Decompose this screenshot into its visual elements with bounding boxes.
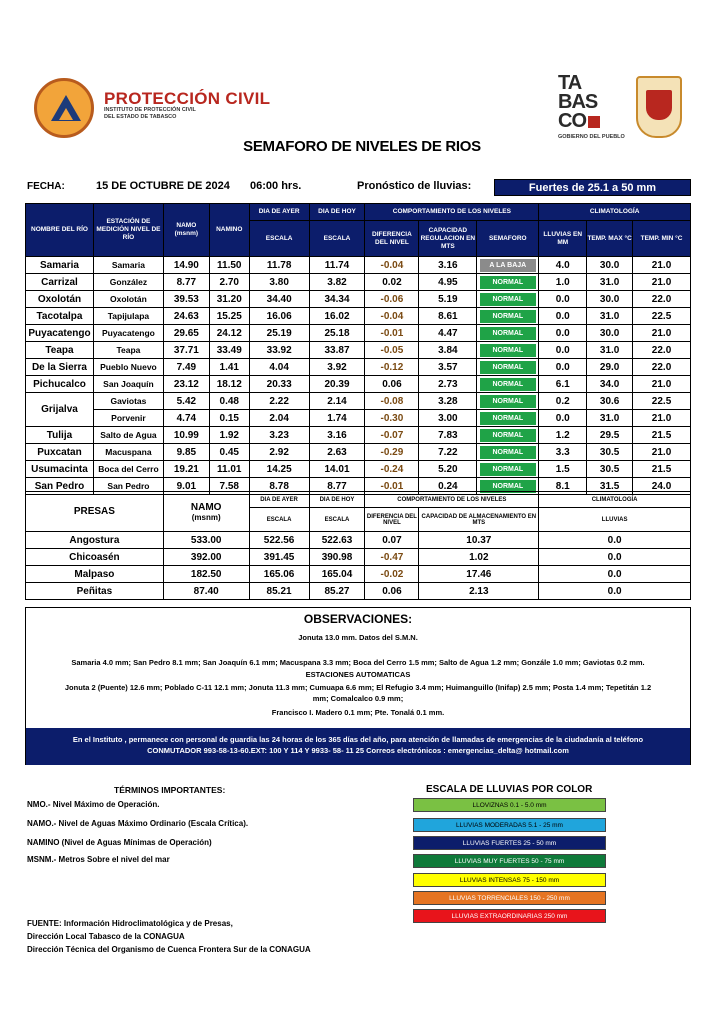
observaciones-line: ESTACIONES AUTOMATICAS — [305, 670, 411, 679]
cell-llu: 0.0 — [539, 308, 587, 325]
cell-hoy: 522.63 — [309, 532, 365, 549]
cell-estacion: Puyacatengo — [93, 325, 163, 342]
cell-tmax: 34.0 — [587, 376, 633, 393]
cell-tmax: 30.0 — [587, 291, 633, 308]
cell-namo: 10.99 — [163, 427, 209, 444]
cell-hoy: 390.98 — [309, 549, 365, 566]
cell-ayer: 3.23 — [249, 427, 309, 444]
cell-sem — [477, 444, 539, 461]
cell-ayer: 2.92 — [249, 444, 309, 461]
fecha-date: 15 DE OCTUBRE DE 2024 — [96, 180, 230, 192]
cell-cap: 4.47 — [419, 325, 477, 342]
cell-namo: 37.71 — [163, 342, 209, 359]
cell-name: Angostura — [26, 532, 164, 549]
cell-estacion: Gaviotas — [93, 393, 163, 410]
cell-cap: 1.02 — [419, 549, 539, 566]
escala-item: LLUVIAS MODERADAS 5.1 - 25 mm — [413, 818, 606, 832]
cell-namino: 0.48 — [209, 393, 249, 410]
cell-tmax: 30.5 — [587, 444, 633, 461]
cell-rio: Puyacatengo — [26, 325, 94, 342]
cell-namo: 5.42 — [163, 393, 209, 410]
cell-rio: Tacotalpa — [26, 308, 94, 325]
cell-estacion: Tapijulapa — [93, 308, 163, 325]
cell-dif: -0.04 — [365, 257, 419, 274]
cell-tmax: 31.0 — [587, 410, 633, 427]
org-title: PROTECCIÓN CIVIL — [104, 89, 271, 108]
escala-item: LLOVIZNAS 0.1 - 5.0 mm — [413, 798, 606, 812]
cell-namo: 24.63 — [163, 308, 209, 325]
semaforo-badge: NORMAL — [480, 395, 536, 408]
cell-ayer: 34.40 — [249, 291, 309, 308]
cell-dif: -0.01 — [365, 478, 419, 495]
cell-cap: 5.19 — [419, 291, 477, 308]
cell-namo: 533.00 — [163, 532, 249, 549]
cell-tmin: 22.0 — [633, 342, 691, 359]
cell-hoy: 3.82 — [309, 274, 365, 291]
cell-namo: 7.49 — [163, 359, 209, 376]
semaforo-badge: NORMAL — [480, 276, 536, 289]
cell-sem — [477, 393, 539, 410]
cell-tmin: 21.0 — [633, 274, 691, 291]
cell-hoy: 3.92 — [309, 359, 365, 376]
cell-hoy: 16.02 — [309, 308, 365, 325]
cell-estacion: Oxolotán — [93, 291, 163, 308]
table-row — [26, 291, 691, 308]
cell-rio: Samaria — [26, 257, 94, 274]
cell-name: Peñitas — [26, 583, 164, 600]
cell-namino: 18.12 — [209, 376, 249, 393]
cell-sem — [477, 461, 539, 478]
cell-hoy: 3.16 — [309, 427, 365, 444]
cell-sem — [477, 257, 539, 274]
cell-rio: De la Sierra — [26, 359, 94, 376]
observaciones-line: Jonuta 13.0 mm. Datos del S.M.N. — [298, 633, 418, 642]
header-namino: NAMINO — [209, 204, 249, 257]
cell-cap: 3.28 — [419, 393, 477, 410]
cell-llu: 0.0 — [539, 549, 691, 566]
cell-rio: San Pedro — [26, 478, 94, 495]
cell-sem — [477, 376, 539, 393]
cell-name: Malpaso — [26, 566, 164, 583]
org-subtitle: INSTITUTO DE PROTECCIÓN CIVIL DEL ESTADO DE TABASCO — [104, 107, 196, 120]
cell-dif: -0.24 — [365, 461, 419, 478]
presas-table — [25, 491, 691, 600]
termino-item: NAMINO (Nivel de Aguas Mínimas de Operación) — [27, 838, 212, 847]
cell-tmax: 31.5 — [587, 478, 633, 495]
cell-tmin: 21.0 — [633, 257, 691, 274]
cell-dif: -0.06 — [365, 291, 419, 308]
header-diferencia: DIFERENCIA DEL NIVEL — [365, 221, 419, 257]
cell-llu: 0.0 — [539, 566, 691, 583]
escala-item: LLUVIAS INTENSAS 75 - 150 mm — [413, 873, 606, 887]
cell-llu: 0.0 — [539, 359, 587, 376]
presas-lluvias-header: LLUVIAS — [539, 508, 691, 532]
cell-ayer: 522.56 — [249, 532, 309, 549]
escala-item: LLUVIAS EXTRAORDINARIAS 250 mm — [413, 909, 606, 923]
table-row — [26, 410, 691, 427]
semaforo-badge: NORMAL — [480, 293, 536, 306]
cell-dif: 0.07 — [365, 532, 419, 549]
cell-cap: 3.57 — [419, 359, 477, 376]
cell-ayer: 25.19 — [249, 325, 309, 342]
header-namo: NAMO (msnm) — [163, 204, 209, 257]
coat-of-arms-icon — [636, 76, 682, 138]
cell-dif: -0.01 — [365, 325, 419, 342]
termino-item: MSNM.- Metros Sobre el nivel del mar — [27, 855, 170, 864]
semaforo-badge: NORMAL — [480, 463, 536, 476]
cell-namo: 4.74 — [163, 410, 209, 427]
proteccion-civil-seal-icon — [34, 78, 94, 138]
cell-cap: 4.95 — [419, 274, 477, 291]
cell-tmax: 30.5 — [587, 461, 633, 478]
table-row — [26, 342, 691, 359]
cell-tmax: 31.0 — [587, 274, 633, 291]
table-row — [26, 257, 691, 274]
presas-header: PRESAS — [26, 492, 164, 532]
cell-namino: 33.49 — [209, 342, 249, 359]
header-comportamiento: COMPORTAMIENTO DE LOS NIVELES — [365, 204, 539, 221]
cell-sem — [477, 274, 539, 291]
cell-tmin: 24.0 — [633, 478, 691, 495]
escala-item: LLUVIAS FUERTES 25 - 50 mm — [413, 836, 606, 850]
cell-hoy: 20.39 — [309, 376, 365, 393]
cell-ayer: 14.25 — [249, 461, 309, 478]
cell-tmin: 21.0 — [633, 410, 691, 427]
table-row — [26, 376, 691, 393]
table-row — [26, 583, 691, 600]
cell-ayer: 11.78 — [249, 257, 309, 274]
header-escala-hoy: ESCALA — [309, 221, 365, 257]
header-tmin: TEMP. MIN °C — [633, 221, 691, 257]
header-hoy: DIA DE HOY — [309, 204, 365, 221]
cell-llu: 0.0 — [539, 532, 691, 549]
cell-namino: 24.12 — [209, 325, 249, 342]
observaciones-line: Samaria 4.0 mm; San Pedro 8.1 mm; San Joaquín 6.1 mm; Macuspana 3.3 mm; Boca del Cerro 1.5 mm; Salto de Agua 1.2 mm; Gonzále 1.0 mm; Gaviotas 0.2 mm. — [71, 658, 645, 667]
cell-ayer: 16.06 — [249, 308, 309, 325]
cell-namo: 8.77 — [163, 274, 209, 291]
semaforo-badge: NORMAL — [480, 480, 536, 493]
cell-ayer: 85.21 — [249, 583, 309, 600]
cell-llu: 6.1 — [539, 376, 587, 393]
semaforo-badge: NORMAL — [480, 446, 536, 459]
cell-namo: 39.53 — [163, 291, 209, 308]
cell-namo: 182.50 — [163, 566, 249, 583]
cell-ayer: 33.92 — [249, 342, 309, 359]
cell-tmax: 29.0 — [587, 359, 633, 376]
table-row — [26, 549, 691, 566]
cell-namino: 0.15 — [209, 410, 249, 427]
cell-dif: -0.12 — [365, 359, 419, 376]
cell-namo: 392.00 — [163, 549, 249, 566]
cell-hoy: 2.63 — [309, 444, 365, 461]
cell-llu: 1.0 — [539, 274, 587, 291]
cell-hoy: 8.77 — [309, 478, 365, 495]
cell-namo: 9.85 — [163, 444, 209, 461]
cell-dif: -0.08 — [365, 393, 419, 410]
cell-tmax: 30.0 — [587, 325, 633, 342]
cell-cap: 3.00 — [419, 410, 477, 427]
cell-llu: 1.5 — [539, 461, 587, 478]
cell-sem — [477, 308, 539, 325]
header-estacion: ESTACIÓN DE MEDICIÓN NIVEL DE RÍO — [93, 204, 163, 257]
header-semaforo: SEMAFORO — [477, 221, 539, 257]
cell-ayer: 2.04 — [249, 410, 309, 427]
cell-tmax: 31.0 — [587, 308, 633, 325]
fuente-line: Dirección Técnica del Organismo de Cuenca Frontera Sur de la CONAGUA — [27, 945, 311, 954]
cell-namino: 1.92 — [209, 427, 249, 444]
cell-hoy: 25.18 — [309, 325, 365, 342]
cell-cap: 3.16 — [419, 257, 477, 274]
presas-ayer-header: DIA DE AYER — [249, 492, 309, 508]
cell-namino: 1.41 — [209, 359, 249, 376]
semaforo-badge: NORMAL — [480, 361, 536, 374]
cell-hoy: 11.74 — [309, 257, 365, 274]
cell-sem — [477, 342, 539, 359]
cell-dif: 0.06 — [365, 583, 419, 600]
cell-cap: 10.37 — [419, 532, 539, 549]
cell-rio: Usumacinta — [26, 461, 94, 478]
cell-tmin: 22.5 — [633, 308, 691, 325]
cell-estacion: San Pedro — [93, 478, 163, 495]
observaciones-panel — [25, 607, 691, 765]
table-row — [26, 444, 691, 461]
cell-llu: 0.0 — [539, 410, 587, 427]
semaforo-badge: NORMAL — [480, 378, 536, 391]
cell-cap: 0.24 — [419, 478, 477, 495]
cell-rio: Tulija — [26, 427, 94, 444]
cell-llu: 0.0 — [539, 291, 587, 308]
fecha-label: FECHA: — [27, 181, 65, 192]
cell-dif: -0.05 — [365, 342, 419, 359]
header-lluvias: LLUVIAS EN MM — [539, 221, 587, 257]
presas-escala-hoy-header: ESCALA — [309, 508, 365, 532]
cell-estacion: Samaria — [93, 257, 163, 274]
cell-tmin: 22.0 — [633, 359, 691, 376]
cell-name: Chicoasén — [26, 549, 164, 566]
cell-ayer: 20.33 — [249, 376, 309, 393]
cell-cap: 2.73 — [419, 376, 477, 393]
cell-dif: -0.02 — [365, 566, 419, 583]
cell-rio: Puxcatan — [26, 444, 94, 461]
terminos-title: TÉRMINOS IMPORTANTES: — [114, 785, 226, 795]
cell-estacion: Salto de Agua — [93, 427, 163, 444]
cell-estacion: Porvenir — [93, 410, 163, 427]
cell-llu: 1.2 — [539, 427, 587, 444]
header-ayer: DIA DE AYER — [249, 204, 309, 221]
table-row — [26, 274, 691, 291]
fecha-time: 06:00 hrs. — [250, 180, 302, 192]
cell-cap: 17.46 — [419, 566, 539, 583]
cell-dif: 0.02 — [365, 274, 419, 291]
table-row — [26, 427, 691, 444]
cell-namo: 29.65 — [163, 325, 209, 342]
cell-estacion: San Joaquín — [93, 376, 163, 393]
cell-ayer: 165.06 — [249, 566, 309, 583]
header-climatologia: CLIMATOLOGÍA — [539, 204, 691, 221]
cell-ayer: 4.04 — [249, 359, 309, 376]
pronostico-label: Pronóstico de lluvias: — [357, 180, 472, 192]
presas-escala-ayer-header: ESCALA — [249, 508, 309, 532]
cell-ayer: 2.22 — [249, 393, 309, 410]
cell-llu: 3.3 — [539, 444, 587, 461]
contact-info-box: En el Instituto , permanece con personal de guardia las 24 horas de los 365 días del año, para atención de llamadas de emergencias de la ciudadanía al teléfono CONMUTADOR 993-58-13-60.EXT: 100 Y 114 Y 9933- 58- 11 25 Correos electrónicos : emergencias_delta@ hotmail.com — [26, 728, 690, 765]
cell-namino: 15.25 — [209, 308, 249, 325]
table-row — [26, 566, 691, 583]
cell-hoy: 165.04 — [309, 566, 365, 583]
cell-rio: Teapa — [26, 342, 94, 359]
cell-tmax: 30.0 — [587, 257, 633, 274]
escala-title: ESCALA DE LLUVIAS POR COLOR — [426, 784, 593, 795]
cell-hoy: 33.87 — [309, 342, 365, 359]
cell-rio: Grijalva — [26, 393, 94, 427]
cell-cap: 8.61 — [419, 308, 477, 325]
termino-item: NMO.- Nivel Máximo de Operación. — [27, 800, 160, 809]
semaforo-badge: NORMAL — [480, 327, 536, 340]
cell-namo: 14.90 — [163, 257, 209, 274]
cell-dif: -0.29 — [365, 444, 419, 461]
cell-namino: 2.70 — [209, 274, 249, 291]
cell-namino: 7.58 — [209, 478, 249, 495]
cell-tmax: 31.0 — [587, 342, 633, 359]
header-escala-ayer: ESCALA — [249, 221, 309, 257]
cell-namino: 31.20 — [209, 291, 249, 308]
pronostico-value: Fuertes de 25.1 a 50 mm — [494, 179, 691, 196]
cell-estacion: Boca del Cerro — [93, 461, 163, 478]
cell-dif: -0.07 — [365, 427, 419, 444]
header-rio: NOMBRE DEL RÍO — [26, 204, 94, 257]
cell-estacion: Teapa — [93, 342, 163, 359]
cell-hoy: 14.01 — [309, 461, 365, 478]
tabasco-logo: TA BAS CO GOBIERNO DEL PUEBLO — [558, 72, 625, 140]
cell-llu: 0.0 — [539, 583, 691, 600]
escala-item: LLUVIAS TORRENCIALES 150 - 250 mm — [413, 891, 606, 905]
semaforo-badge: NORMAL — [480, 412, 536, 425]
cell-namino: 0.45 — [209, 444, 249, 461]
cell-tmin: 22.5 — [633, 393, 691, 410]
cell-namo: 87.40 — [163, 583, 249, 600]
cell-llu: 0.0 — [539, 342, 587, 359]
cell-tmin: 21.0 — [633, 325, 691, 342]
cell-hoy: 85.27 — [309, 583, 365, 600]
table-row — [26, 393, 691, 410]
semaforo-badge: NORMAL — [480, 344, 536, 357]
presas-comportamiento-header: COMPORTAMIENTO DE LOS NIVELES — [365, 492, 539, 508]
cell-sem — [477, 410, 539, 427]
cell-hoy: 1.74 — [309, 410, 365, 427]
cell-llu: 4.0 — [539, 257, 587, 274]
header-capacidad: CAPACIDAD REGULACION EN MTS — [419, 221, 477, 257]
cell-rio: Oxolotán — [26, 291, 94, 308]
cell-hoy: 34.34 — [309, 291, 365, 308]
cell-cap: 7.83 — [419, 427, 477, 444]
table-row — [26, 325, 691, 342]
cell-tmin: 22.0 — [633, 291, 691, 308]
presas-capacidad-header: CAPACIDAD DE ALMACENAMIENTO EN MTS — [419, 508, 539, 532]
cell-tmax: 30.6 — [587, 393, 633, 410]
cell-sem — [477, 427, 539, 444]
rivers-table — [25, 203, 691, 495]
observaciones-line: Jonuta 2 (Puente) 12.6 mm; Poblado C-11 12.1 mm; Jonuta 11.3 mm; Cumuapa 6.6 mm; El Refugio 3.4 mm; Huimanguillo (Inifap) 2.5 mm; Posta 1.4 mm; Tepetitán 1.2 — [64, 683, 652, 692]
presas-climatologia-header: CLIMATOLOGÍA — [539, 492, 691, 508]
header-tmax: TEMP. MAX °C — [587, 221, 633, 257]
cell-tmin: 21.0 — [633, 444, 691, 461]
observaciones-title: OBSERVACIONES: — [303, 612, 413, 626]
cell-rio: Pichucalco — [26, 376, 94, 393]
cell-cap: 5.20 — [419, 461, 477, 478]
cell-ayer: 391.45 — [249, 549, 309, 566]
cell-tmin: 21.5 — [633, 461, 691, 478]
cell-namo: 9.01 — [163, 478, 209, 495]
cell-ayer: 8.78 — [249, 478, 309, 495]
table-row — [26, 532, 691, 549]
observaciones-line: Francisco I. Madero 0.1 mm; Pte. Tonalá 0.1 mm. — [271, 708, 445, 717]
cell-cap: 3.84 — [419, 342, 477, 359]
cell-sem — [477, 325, 539, 342]
cell-ayer: 3.80 — [249, 274, 309, 291]
table-row — [26, 308, 691, 325]
cell-rio: Carrizal — [26, 274, 94, 291]
cell-sem — [477, 291, 539, 308]
fuente-line: FUENTE: Información Hidroclimatológica y de Presas, — [27, 919, 233, 928]
table-row — [26, 359, 691, 376]
cell-dif: -0.04 — [365, 308, 419, 325]
escala-item: LLUVIAS MUY FUERTES 50 - 75 mm — [413, 854, 606, 868]
termino-item: NAMO.- Nivel de Aguas Máximo Ordinario (Escala Crítica). — [27, 819, 249, 828]
cell-namo: 23.12 — [163, 376, 209, 393]
cell-namino: 11.50 — [209, 257, 249, 274]
page-title: SEMAFORO DE NIVELES DE RIOS — [243, 138, 481, 155]
cell-tmin: 21.5 — [633, 427, 691, 444]
cell-dif: -0.30 — [365, 410, 419, 427]
cell-sem — [477, 359, 539, 376]
cell-estacion: González — [93, 274, 163, 291]
cell-estacion: Macuspana — [93, 444, 163, 461]
semaforo-badge: NORMAL — [480, 429, 536, 442]
semaforo-badge: A LA BAJA — [480, 259, 536, 272]
presas-namo-header: NAMO (msnm) — [163, 492, 249, 532]
observaciones-line: mm; Comalcalco 0.9 mm; — [312, 694, 404, 703]
cell-llu: 0.0 — [539, 325, 587, 342]
cell-cap: 7.22 — [419, 444, 477, 461]
presas-diferencia-header: DIFERENCIA DEL NIVEL — [365, 508, 419, 532]
cell-estacion: Pueblo Nuevo — [93, 359, 163, 376]
presas-hoy-header: DIA DE HOY — [309, 492, 365, 508]
cell-hoy: 2.14 — [309, 393, 365, 410]
cell-llu: 0.2 — [539, 393, 587, 410]
table-row — [26, 461, 691, 478]
cell-tmin: 21.0 — [633, 376, 691, 393]
cell-dif: 0.06 — [365, 376, 419, 393]
cell-llu: 8.1 — [539, 478, 587, 495]
semaforo-badge: NORMAL — [480, 310, 536, 323]
cell-cap: 2.13 — [419, 583, 539, 600]
cell-dif: -0.47 — [365, 549, 419, 566]
fuente-line: Dirección Local Tabasco de la CONAGUA — [27, 932, 185, 941]
cell-tmax: 29.5 — [587, 427, 633, 444]
cell-namino: 11.01 — [209, 461, 249, 478]
cell-namo: 19.21 — [163, 461, 209, 478]
